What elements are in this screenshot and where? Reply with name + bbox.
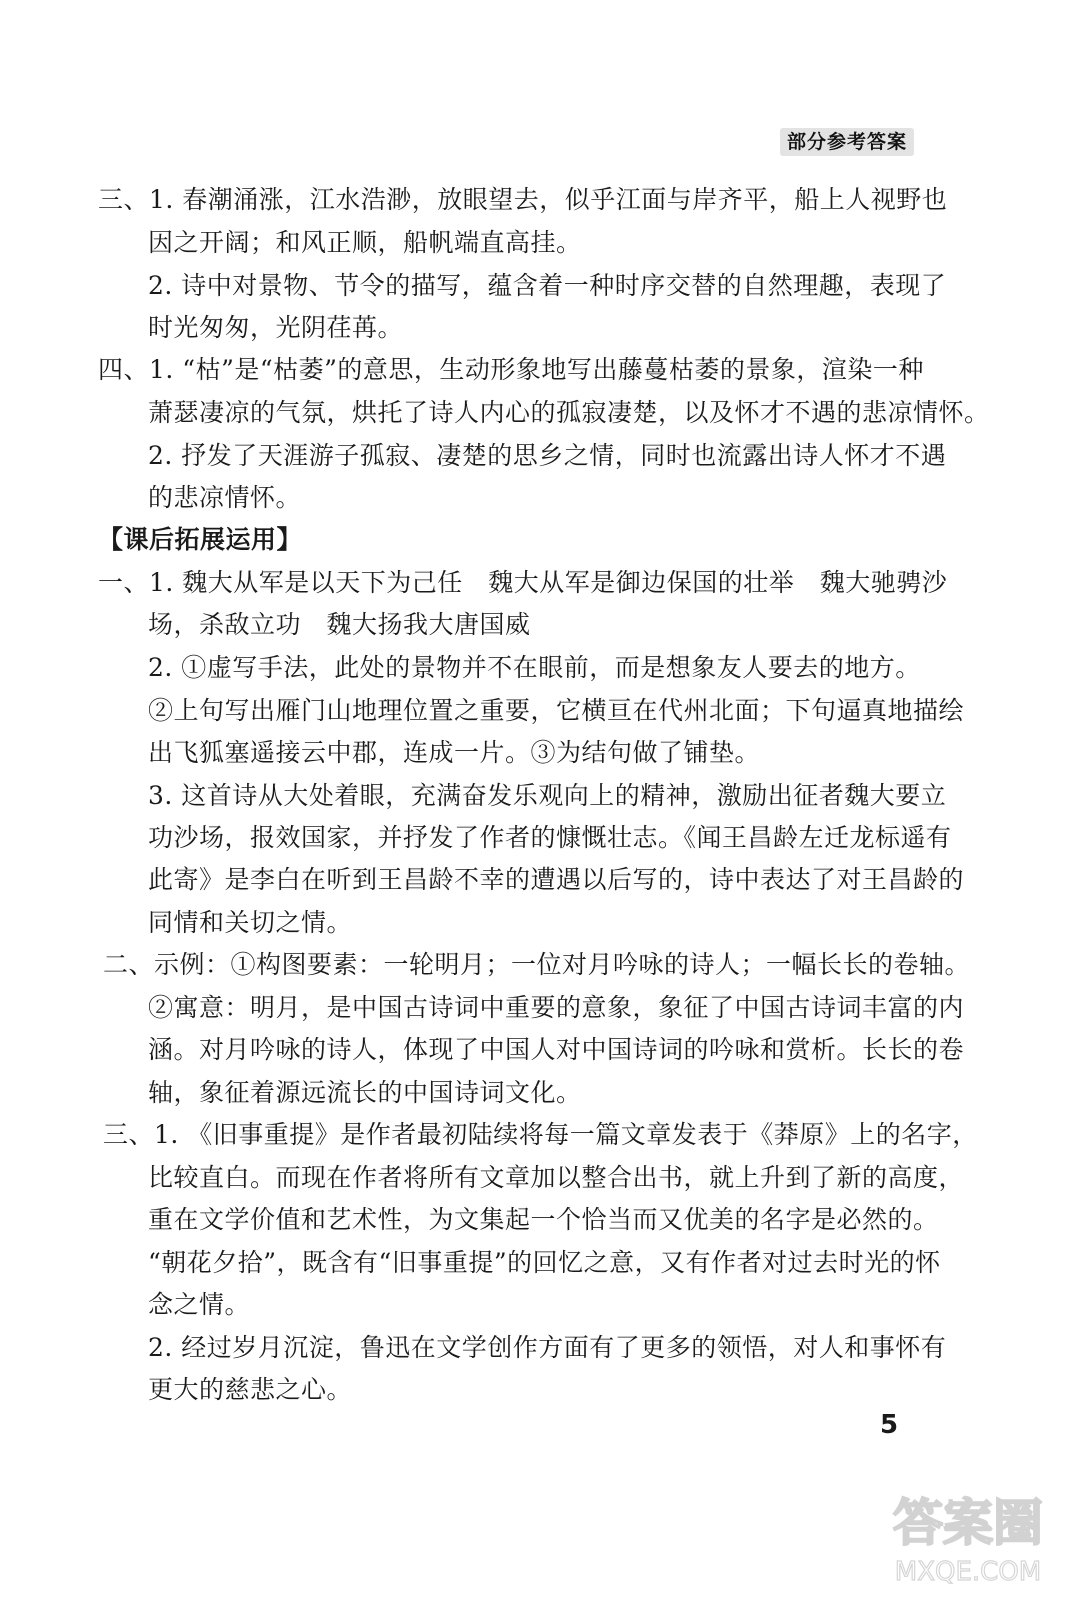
watermark-url: MXQE.COM: [894, 1557, 1042, 1587]
text-line: 场，杀敌立功 魏大扬我大唐国威: [148, 610, 531, 639]
text-line: 功沙场，报效国家，并抒发了作者的慷慨壮志。《闻王昌龄左迁龙标遥有: [148, 823, 952, 852]
text-line: ②上句写出雁门山地理位置之重要，它横亘在代州北面；下句逼真地描绘: [148, 696, 965, 725]
text-line: 二、示例：①构图要素：一轮明月；一位对月吟咏的诗人；一幅长长的卷轴。: [103, 950, 971, 979]
text-line: 轴，象征着源远流长的中国诗词文化。: [148, 1078, 582, 1107]
text-line: 念之情。: [148, 1290, 251, 1319]
text-line: 2. ①虚写手法，此处的景物并不在眼前，而是想象友人要去的地方。: [148, 653, 921, 682]
text-line: 比较直白。而现在作者将所有文章加以整合出书，就上升到了新的高度，: [148, 1163, 965, 1192]
text-line: 出飞狐塞遥接云中郡，连成一片。③为结句做了铺垫。: [148, 738, 761, 767]
text-line: 2. 诗中对景物、节令的描写，蕴含着一种时序交替的自然理趣，表现了: [148, 271, 947, 300]
text-line: 三、1. 春潮涌涨，江水浩渺，放眼望去，似乎江面与岸齐平，船上人视野也: [98, 185, 948, 214]
text-line: 因之开阔；和风正顺，船帆端直高挂。: [148, 228, 582, 257]
text-line: 2. 经过岁月沉淀，鲁迅在文学创作方面有了更多的领悟，对人和事怀有: [148, 1333, 947, 1362]
text-line: 2. 抒发了天涯游子孤寂、凄楚的思乡之情，同时也流露出诗人怀才不遇: [148, 441, 947, 470]
section-heading: 【课后拓展运用】: [98, 525, 303, 554]
text-line: ②寓意：明月，是中国古诗词中重要的意象，象征了中国古诗词丰富的内: [148, 993, 965, 1022]
text-line: 四、1. “枯”是“枯萎”的意思，生动形象地写出藤蔓枯萎的景象，渲染一种: [98, 355, 924, 384]
text-line: 更大的慈悲之心。: [148, 1375, 353, 1404]
text-line: 萧瑟凄凉的气氛，烘托了诗人内心的孤寂凄楚，以及怀才不遇的悲凉情怀。: [148, 398, 990, 427]
text-line: 三、1. 《旧事重提》是作者最初陆续将每一篇文章发表于《莽原》上的名字，: [103, 1120, 978, 1149]
text-line: 同情和关切之情。: [148, 908, 353, 937]
text-line: 此寄》是李白在听到王昌龄不幸的遭遇以后写的，诗中表达了对王昌龄的: [148, 865, 965, 894]
watermark-logo: [880, 1470, 1055, 1590]
text-line: “朝花夕拾”，既含有“旧事重提”的回忆之意，又有作者对过去时光的怀: [148, 1248, 941, 1277]
text-line: 3. 这首诗从大处着眼，充满奋发乐观向上的精神，激励出征者魏大要立: [148, 781, 947, 810]
watermark-logo-text: 答案圈: [893, 1494, 1043, 1552]
text-line: 的悲凉情怀。: [148, 483, 302, 512]
page-number: 5: [880, 1410, 899, 1440]
text-line: 一、1. 魏大从军是以天下为己任 魏大从军是御边保国的壮举 魏大驰骋沙: [98, 568, 948, 597]
header-badge: 部分参考答案: [780, 128, 914, 156]
text-line: 时光匆匆，光阴荏苒。: [148, 313, 404, 342]
text-line: 重在文学价值和艺术性，为文集起一个恰当而又优美的名字是必然的。: [148, 1205, 939, 1234]
text-line: 涵。对月吟咏的诗人，体现了中国人对中国诗词的吟咏和赏析。长长的卷: [148, 1035, 965, 1064]
